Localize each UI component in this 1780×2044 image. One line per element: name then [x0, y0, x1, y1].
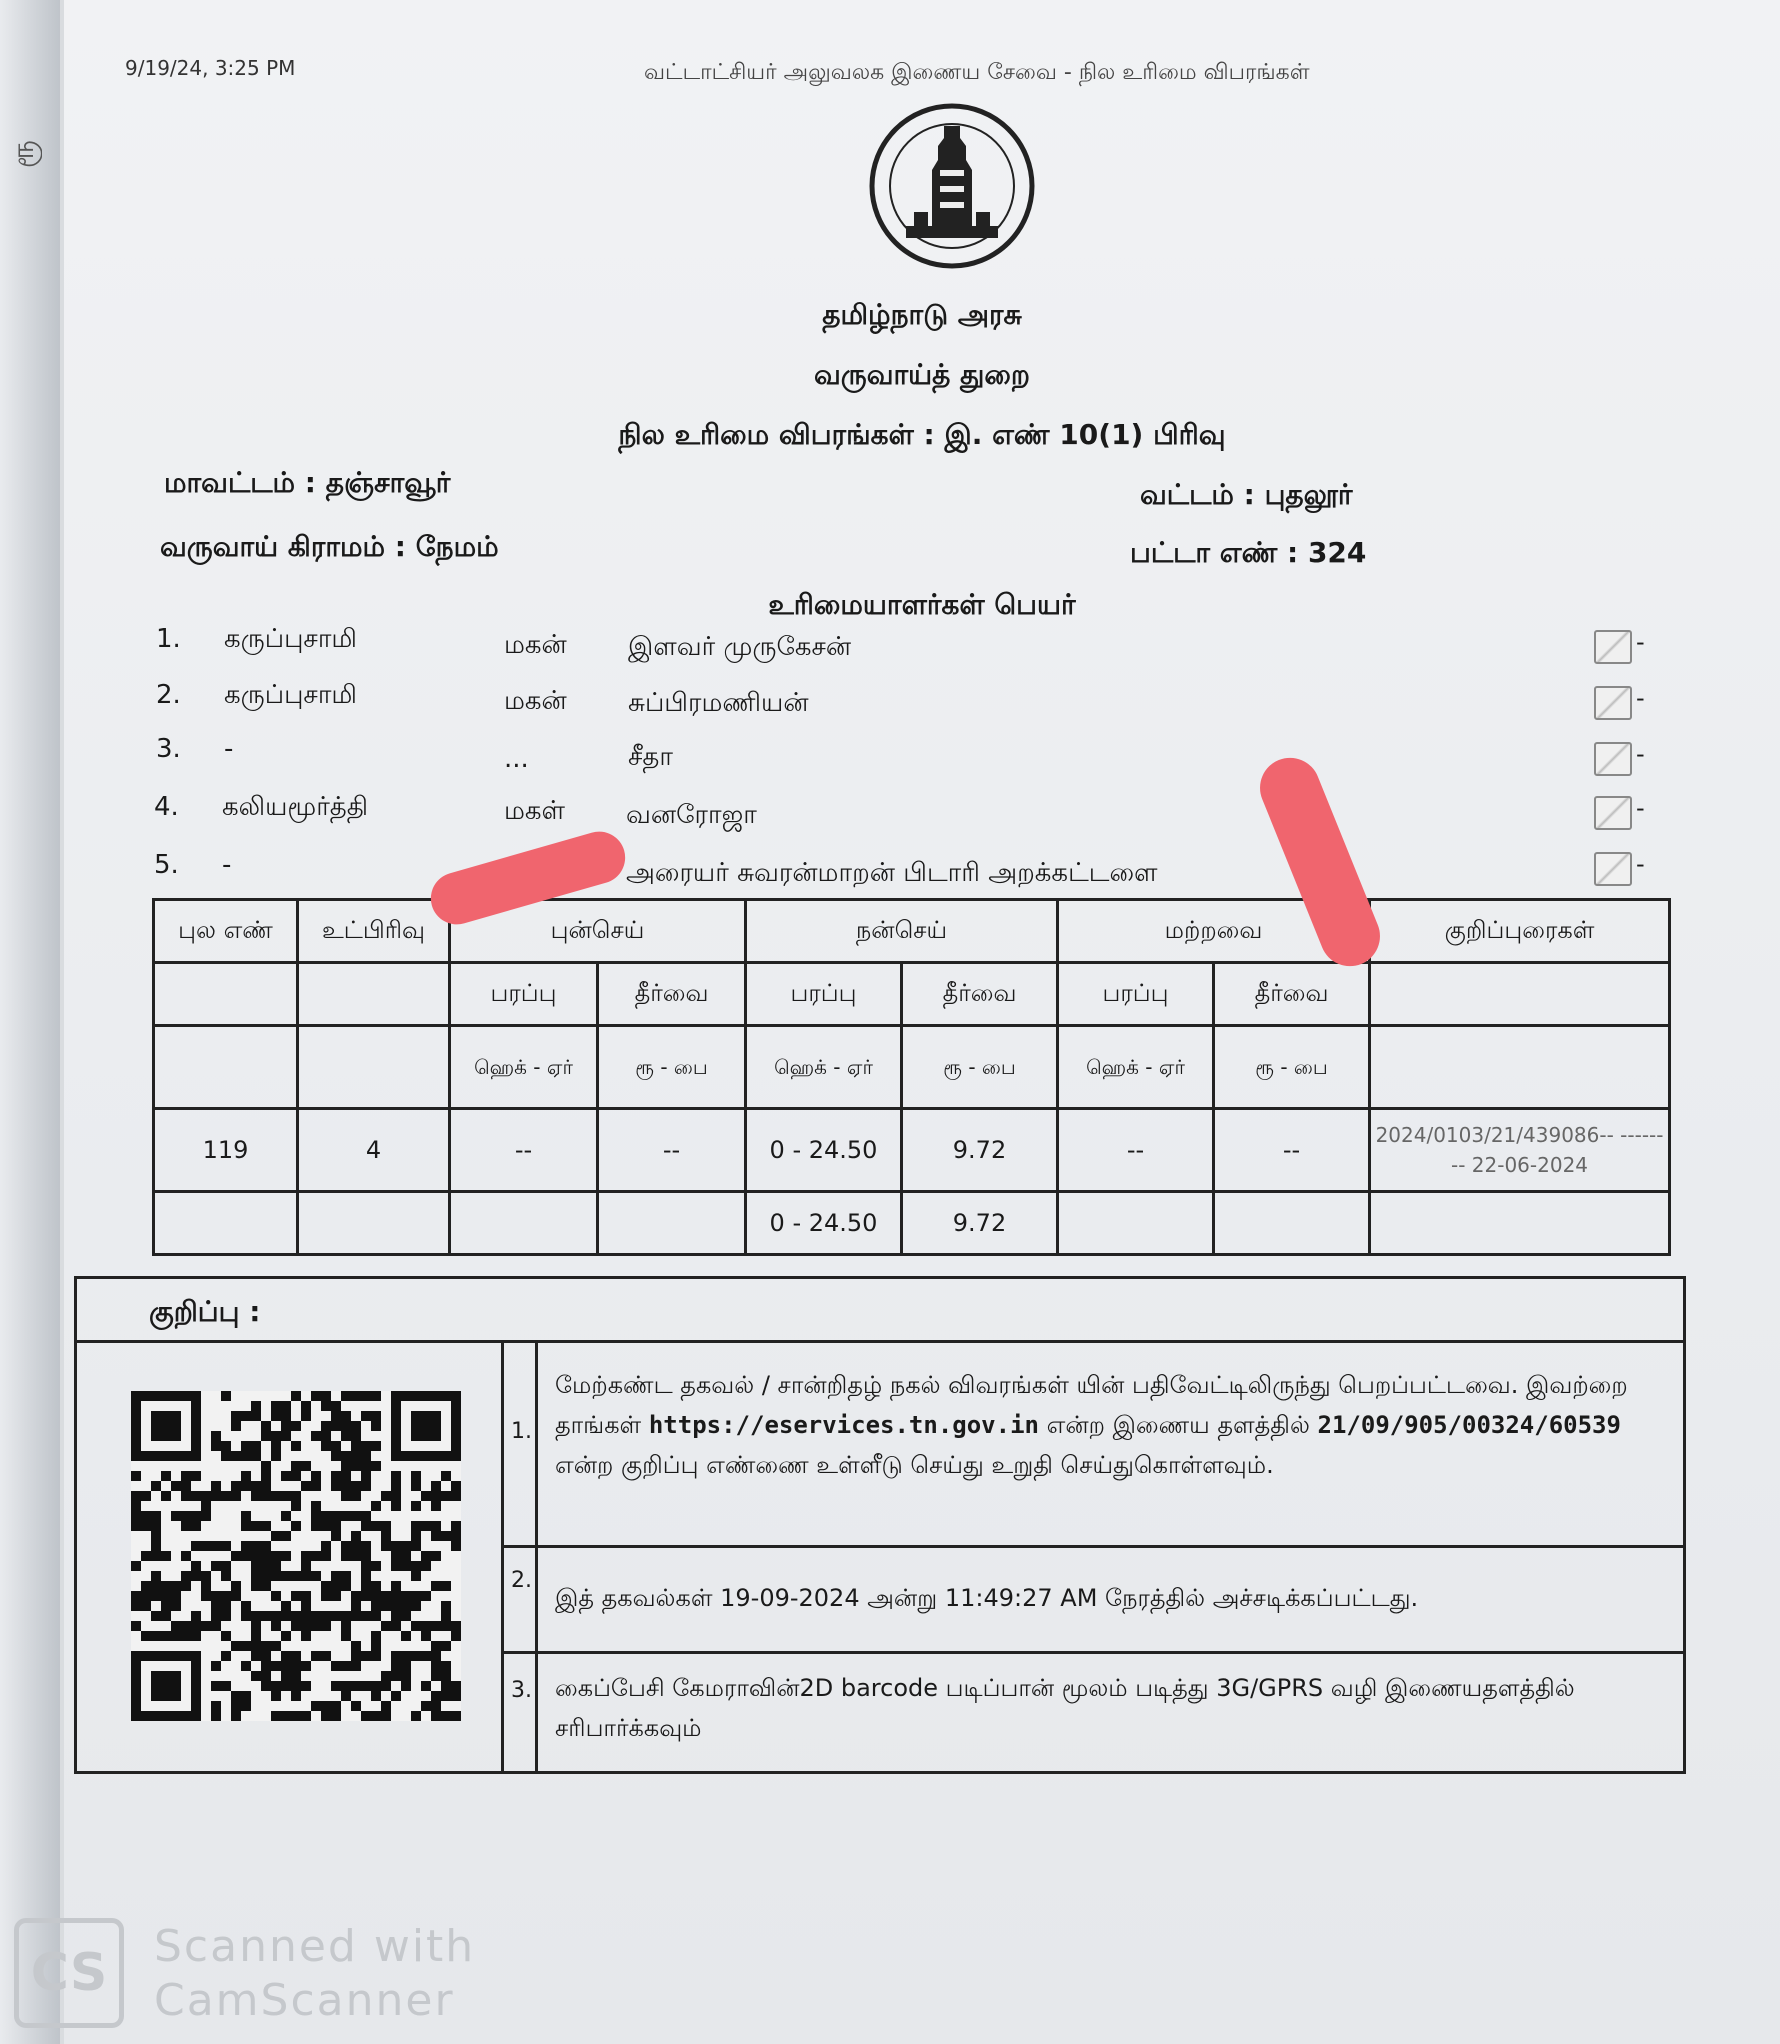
note-text: என்ற குறிப்பு எண்ணை உள்ளீடு செய்து உறுதி செய்துகொள்ளவும். [555, 1451, 1274, 1479]
note-item-text: இத் தகவல்கள் 19-09-2024 அன்று 11:49:27 AM நேரத்தில் அச்சடிக்கப்பட்டது. [555, 1584, 1419, 1612]
document-subject: நில உரிமை விபரங்கள் : இ. எண் 10(1) பிரிவு [618, 418, 1226, 451]
table-cell [1370, 1192, 1670, 1255]
note-box [74, 1276, 1686, 1774]
table-cell [1370, 963, 1670, 1026]
note-item-number: 1. [511, 1419, 532, 1444]
government-name: தமிழ்நாடு அரசு [822, 298, 1022, 331]
owner-name: வனரோஜா [626, 800, 757, 830]
table-cell [154, 1026, 298, 1109]
table-unit: ரூ - பை [902, 1026, 1058, 1109]
table-unit: ஹெக் - ஏர் [1058, 1026, 1214, 1109]
edge-text: ரூ [6, 140, 41, 169]
broken-image-icon [1594, 742, 1632, 776]
remarks: 2024/0103/21/439086-- -------- 22-06-2024 [1370, 1109, 1670, 1192]
owner-no: 2. [156, 680, 181, 710]
table-header-row [154, 963, 1670, 1026]
table-cell [1214, 1192, 1370, 1255]
broken-image-icon [1594, 630, 1632, 664]
table-unit-row [154, 1026, 1670, 1109]
broken-image-icon [1594, 686, 1632, 720]
note-item [501, 1545, 1683, 1654]
print-datetime: 9/19/24, 3:25 PM [125, 56, 296, 80]
owner-relation: மகள் [504, 796, 566, 826]
table-header: புன்செய் [450, 900, 746, 963]
table-cell [298, 1026, 450, 1109]
table-cell [1370, 1026, 1670, 1109]
note-item-number: 2. [511, 1568, 532, 1593]
land-details-table [152, 898, 1671, 1256]
owner-no: 3. [156, 734, 181, 764]
owner-name: சீதா [628, 742, 673, 772]
table-row [154, 1109, 1670, 1192]
owner-no: 1. [156, 624, 181, 654]
owner-parent: கருப்புசாமி [224, 680, 357, 710]
table-cell [298, 963, 450, 1026]
table-cell [154, 963, 298, 1026]
note-item-number: 3. [511, 1678, 532, 1703]
tamil-nadu-emblem-icon [866, 100, 1038, 272]
owners-heading: உரிமையாளர்கள் பெயர் [768, 588, 1076, 621]
note-text: என்ற இணைய தளத்தில் [1038, 1411, 1318, 1439]
portal-title: வட்டாட்சியர் அலுவலக இணைய சேவை - நில உரிமை விபரங்கள் [644, 60, 1310, 85]
table-cell [154, 1192, 298, 1255]
owner-no: 5. [154, 850, 179, 880]
note-text: மேற்கண்ட தகவல் / சான்றிதழ் நகல் விவரங்கள் யின் பதிவேட்டிலிருந்து பெறப்பட்டவை. இவற்றை தாங்கள் [555, 1371, 1628, 1439]
owner-relation: மகன் [504, 686, 567, 716]
wet-area: 0 - 24.50 [746, 1109, 902, 1192]
reference-number: 21/09/905/00324/60539 [1317, 1411, 1621, 1439]
table-cell [450, 1192, 598, 1255]
owner-name: இளவர் முருகேசன் [628, 632, 852, 662]
table-cell: -- [1214, 1109, 1370, 1192]
note-item-text: கைப்பேசி கேமராவின்2D barcode படிப்பான் மூலம் படித்து 3G/GPRS வழி இணையதளத்தில் சரிபார்க்கவும் [555, 1674, 1575, 1742]
table-cell [598, 1192, 746, 1255]
department-name: வருவாய்த் துறை [813, 358, 1030, 391]
table-cell: -- [450, 1109, 598, 1192]
table-header: உட்பிரிவு [298, 900, 450, 963]
survey-number: 119 [154, 1109, 298, 1192]
table-header: நன்செய் [746, 900, 1058, 963]
total-area: 0 - 24.50 [746, 1192, 902, 1255]
table-subheader: தீர்வை [1214, 963, 1370, 1026]
table-total-row [154, 1192, 1670, 1255]
table-cell [1058, 1192, 1214, 1255]
owner-parent: கருப்புசாமி [224, 624, 357, 654]
note-item-text [555, 1365, 1663, 1485]
table-header: மற்றவை [1058, 900, 1370, 963]
watermark-line: Scanned with [154, 1921, 476, 1972]
table-unit: ரூ - பை [1214, 1026, 1370, 1109]
scan-edge [0, 0, 60, 2044]
document-page [64, 0, 1780, 2044]
table-subheader: பரப்பு [1058, 963, 1214, 1026]
owner-parent: - [224, 734, 234, 764]
table-cell: -- [1058, 1109, 1214, 1192]
patta-field: பட்டா எண் : 324 [1130, 536, 1367, 569]
broken-image-icon [1594, 852, 1632, 886]
village-field: வருவாய் கிராமம் : நேமம் [160, 530, 499, 563]
table-subheader: தீர்வை [598, 963, 746, 1026]
owner-name: அரையர் சுவரன்மாறன் பிடாரி அறக்கட்டளை [626, 858, 1158, 888]
taluk-field: வட்டம் : புதலூர் [1140, 478, 1353, 511]
owner-parent: - [222, 850, 232, 880]
table-subheader: பரப்பு [450, 963, 598, 1026]
total-tax: 9.72 [902, 1192, 1058, 1255]
note-title: குறிப்பு : [149, 1295, 261, 1328]
owner-relation: மகன் [504, 630, 567, 660]
district-field: மாவட்டம் : தஞ்சாவூர் [164, 466, 451, 499]
table-subheader: பரப்பு [746, 963, 902, 1026]
wet-tax: 9.72 [902, 1109, 1058, 1192]
owner-relation: ... [504, 744, 529, 774]
qr-code-icon[interactable] [131, 1391, 461, 1721]
watermark-line: CamScanner [154, 1975, 455, 2026]
table-header: குறிப்புரைகள் [1370, 900, 1670, 963]
owner-no: 4. [154, 792, 179, 822]
table-unit: ஹெக் - ஏர் [450, 1026, 598, 1109]
table-header-row [154, 900, 1670, 963]
owner-name: சுப்பிரமணியன் [628, 688, 809, 718]
subdivision: 4 [298, 1109, 450, 1192]
owner-parent: கலியமூர்த்தி [222, 792, 369, 822]
note-item [501, 1343, 1683, 1545]
table-subheader: தீர்வை [902, 963, 1058, 1026]
note-item [501, 1651, 1683, 1774]
camscanner-logo: CS [14, 1918, 124, 2028]
broken-image-icon [1594, 796, 1632, 830]
table-cell: -- [598, 1109, 746, 1192]
verification-url-link[interactable]: https://eservices.tn.gov.in [648, 1411, 1039, 1439]
note-header [77, 1279, 1683, 1343]
table-unit: ரூ - பை [598, 1026, 746, 1109]
table-header: புல எண் [154, 900, 298, 963]
camscanner-watermark [154, 1920, 475, 2028]
table-unit: ஹெக் - ஏர் [746, 1026, 902, 1109]
table-cell [298, 1192, 450, 1255]
